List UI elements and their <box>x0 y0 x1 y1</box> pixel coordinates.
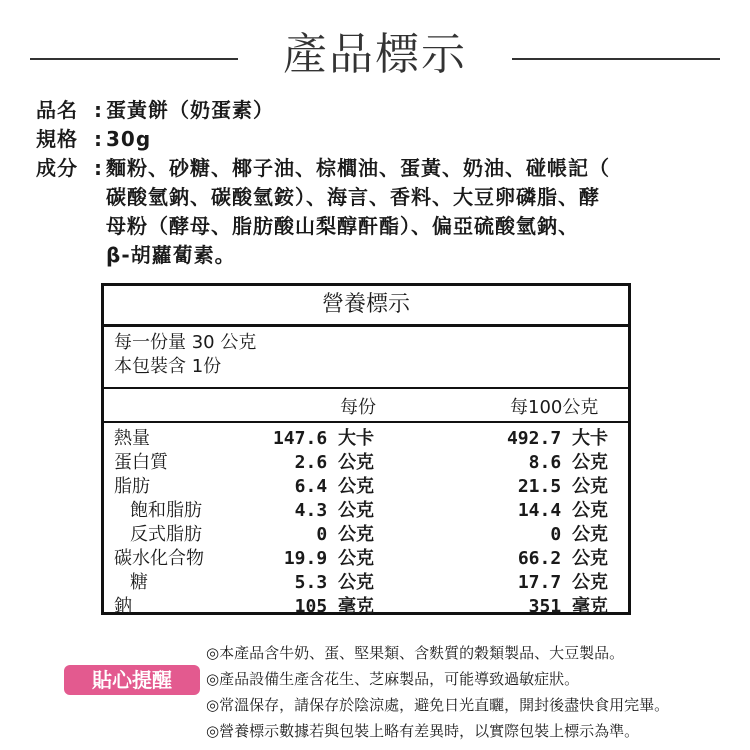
nutrient-per-100g: 8.6 公克 <box>528 452 608 473</box>
title-divider-left <box>30 58 238 60</box>
nutrition-row <box>104 451 628 475</box>
nutrient-label: 飽和脂肪 <box>130 500 202 521</box>
ingredients-row <box>36 154 716 270</box>
nutrition-body <box>104 423 628 619</box>
reminder-badge: 貼心提醒 <box>64 665 200 695</box>
title-row <box>0 14 750 80</box>
nutrient-per-serving: 105 毫克 <box>294 596 374 617</box>
product-name-row <box>36 96 716 125</box>
col-per-serving: 每份 <box>340 397 376 418</box>
nutrient-per-serving: 6.4 公克 <box>294 476 374 497</box>
nutrition-header <box>104 389 628 423</box>
nutrient-per-100g: 17.7 公克 <box>517 572 608 593</box>
nutrient-per-100g: 0 公克 <box>550 524 608 545</box>
nutrient-label: 熱量 <box>114 428 150 449</box>
nutrient-per-serving: 19.9 公克 <box>283 548 374 569</box>
spec-value: 30g <box>106 127 152 151</box>
ingredients-value <box>106 154 716 270</box>
ingredients-line: 碳酸氫鈉、碳酸氫銨）、海言、香料、大豆卵磷脂、酵 <box>106 185 600 209</box>
servings-per-pack: 本包裝含 1份 <box>114 356 222 377</box>
nutrient-per-serving: 2.6 公克 <box>294 452 374 473</box>
nutrient-label: 碳水化合物 <box>114 548 204 569</box>
spec-label: 規格 <box>36 127 78 151</box>
nutrient-per-100g: 492.7 大卡 <box>506 428 608 449</box>
nutrition-table <box>101 283 631 615</box>
reminder-list <box>206 640 669 744</box>
product-name-value: 蛋黃餅（奶蛋素） <box>106 98 274 122</box>
nutrient-per-100g: 14.4 公克 <box>517 500 608 521</box>
reminder-item: ◎常溫保存，請保存於陰涼處，避免日光直曬，開封後盡快食用完畢。 <box>206 696 670 714</box>
nutrient-per-serving: 147.6 大卡 <box>272 428 374 449</box>
nutrient-per-serving: 0 公克 <box>316 524 374 545</box>
colon: : <box>94 156 102 180</box>
product-name-label: 品名 <box>36 98 78 122</box>
nutrition-row <box>104 523 628 547</box>
ingredients-line: 母粉（酵母、脂肪酸山梨醇酐酯）、偏亞硫酸氫鈉、 <box>106 214 579 238</box>
nutrient-per-serving: 4.3 公克 <box>294 500 374 521</box>
nutrition-row <box>104 427 628 451</box>
ingredients-line: 麵粉、砂糖、椰子油、棕櫚油、蛋黃、奶油、碰帳記（ <box>106 156 610 180</box>
nutrition-title: 營養標示 <box>104 286 628 327</box>
title-divider-right <box>512 58 720 60</box>
nutrient-label: 蛋白質 <box>114 452 168 473</box>
reminder-section <box>64 640 744 740</box>
nutrition-row <box>104 547 628 571</box>
ingredients-label: 成分 <box>36 156 78 180</box>
ingredients-line: β-胡蘿蔔素。 <box>106 243 236 267</box>
reminder-item: ◎產品設備生產含花生、芝麻製品，可能導致過敏症狀。 <box>206 670 580 688</box>
nutrition-row <box>104 571 628 595</box>
nutrient-per-serving: 5.3 公克 <box>294 572 374 593</box>
nutrition-row <box>104 475 628 499</box>
product-info <box>36 96 716 270</box>
nutrient-per-100g: 66.2 公克 <box>517 548 608 569</box>
reminder-item: ◎本產品含牛奶、蛋、堅果類、含麩質的穀類製品、大豆製品。 <box>206 644 625 662</box>
page-title: 產品標示 <box>283 29 467 80</box>
nutrient-per-100g: 351 毫克 <box>528 596 608 617</box>
spec-row <box>36 125 716 154</box>
nutrient-label: 脂肪 <box>114 476 150 497</box>
reminder-item: ◎營養標示數據若與包裝上略有差異時，以實際包裝上標示為準。 <box>206 722 640 740</box>
nutrient-label: 反式脂肪 <box>130 524 202 545</box>
nutrient-label: 鈉 <box>114 596 132 617</box>
serving-size: 每一份量 30 公克 <box>114 332 257 353</box>
nutrient-label: 糖 <box>130 572 148 593</box>
colon: : <box>94 127 102 151</box>
serving-info <box>104 327 628 389</box>
nutrient-per-100g: 21.5 公克 <box>517 476 608 497</box>
col-per-100g: 每100公克 <box>510 397 599 418</box>
nutrition-row <box>104 499 628 523</box>
nutrition-row <box>104 595 628 619</box>
colon: : <box>94 98 102 122</box>
